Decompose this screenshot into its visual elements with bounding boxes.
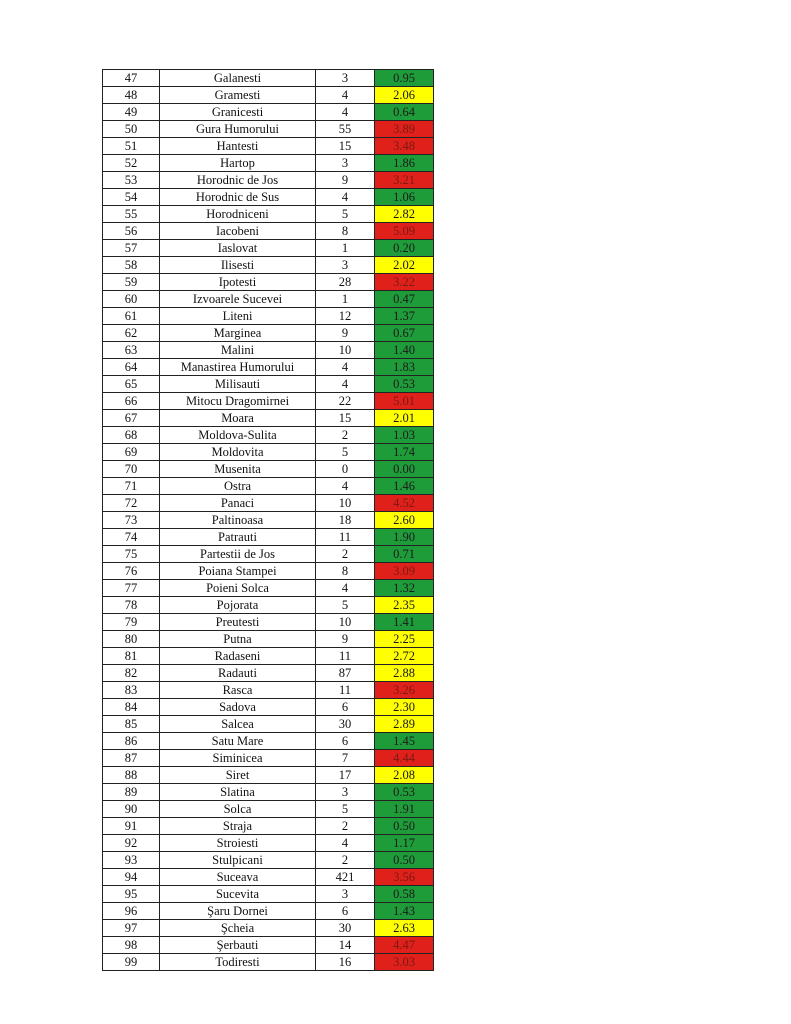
case-count-cell: 4 <box>316 835 375 852</box>
incidence-rate-cell: 1.90 <box>375 529 434 546</box>
row-number-cell: 93 <box>103 852 160 869</box>
case-count-cell: 10 <box>316 342 375 359</box>
locality-name-cell: Horodnic de Sus <box>160 189 316 206</box>
row-number-cell: 65 <box>103 376 160 393</box>
row-number-cell: 61 <box>103 308 160 325</box>
case-count-cell: 3 <box>316 155 375 172</box>
row-number-cell: 94 <box>103 869 160 886</box>
incidence-rate-cell: 0.71 <box>375 546 434 563</box>
case-count-cell: 8 <box>316 223 375 240</box>
row-number-cell: 83 <box>103 682 160 699</box>
case-count-cell: 421 <box>316 869 375 886</box>
row-number-cell: 98 <box>103 937 160 954</box>
locality-name-cell: Todiresti <box>160 954 316 971</box>
incidence-rate-cell: 0.47 <box>375 291 434 308</box>
row-number-cell: 49 <box>103 104 160 121</box>
row-number-cell: 81 <box>103 648 160 665</box>
locality-name-cell: Satu Mare <box>160 733 316 750</box>
case-count-cell: 9 <box>316 172 375 189</box>
incidence-rate-cell: 4.52 <box>375 495 434 512</box>
table-row <box>103 138 434 155</box>
locality-name-cell: Horodniceni <box>160 206 316 223</box>
table-row <box>103 699 434 716</box>
locality-name-cell: Siminicea <box>160 750 316 767</box>
incidence-rate-cell: 2.89 <box>375 716 434 733</box>
row-number-cell: 59 <box>103 274 160 291</box>
locality-name-cell: Ipotesti <box>160 274 316 291</box>
case-count-cell: 3 <box>316 784 375 801</box>
case-count-cell: 5 <box>316 206 375 223</box>
table-row <box>103 444 434 461</box>
row-number-cell: 66 <box>103 393 160 410</box>
locality-name-cell: Iaslovat <box>160 240 316 257</box>
localities-table <box>102 69 434 971</box>
incidence-rate-cell: 3.09 <box>375 563 434 580</box>
row-number-cell: 76 <box>103 563 160 580</box>
row-number-cell: 63 <box>103 342 160 359</box>
case-count-cell: 2 <box>316 427 375 444</box>
incidence-rate-cell: 2.08 <box>375 767 434 784</box>
row-number-cell: 87 <box>103 750 160 767</box>
case-count-cell: 18 <box>316 512 375 529</box>
incidence-rate-cell: 0.00 <box>375 461 434 478</box>
row-number-cell: 92 <box>103 835 160 852</box>
table-row <box>103 308 434 325</box>
case-count-cell: 12 <box>316 308 375 325</box>
locality-name-cell: Stulpicani <box>160 852 316 869</box>
row-number-cell: 77 <box>103 580 160 597</box>
case-count-cell: 10 <box>316 495 375 512</box>
locality-name-cell: Slatina <box>160 784 316 801</box>
locality-name-cell: Gura Humorului <box>160 121 316 138</box>
locality-name-cell: Moldova-Sulita <box>160 427 316 444</box>
table-row <box>103 631 434 648</box>
incidence-rate-cell: 1.46 <box>375 478 434 495</box>
locality-name-cell: Horodnic de Jos <box>160 172 316 189</box>
case-count-cell: 11 <box>316 648 375 665</box>
incidence-rate-cell: 2.06 <box>375 87 434 104</box>
locality-name-cell: Iacobeni <box>160 223 316 240</box>
row-number-cell: 90 <box>103 801 160 818</box>
row-number-cell: 79 <box>103 614 160 631</box>
row-number-cell: 96 <box>103 903 160 920</box>
row-number-cell: 97 <box>103 920 160 937</box>
row-number-cell: 55 <box>103 206 160 223</box>
table-row <box>103 495 434 512</box>
locality-name-cell: Granicesti <box>160 104 316 121</box>
case-count-cell: 3 <box>316 886 375 903</box>
table-row <box>103 563 434 580</box>
table-row <box>103 104 434 121</box>
case-count-cell: 22 <box>316 393 375 410</box>
locality-name-cell: Partestii de Jos <box>160 546 316 563</box>
locality-name-cell: Salcea <box>160 716 316 733</box>
table-row <box>103 580 434 597</box>
incidence-rate-cell: 5.09 <box>375 223 434 240</box>
incidence-rate-cell: 2.30 <box>375 699 434 716</box>
incidence-rate-cell: 2.60 <box>375 512 434 529</box>
locality-name-cell: Galanesti <box>160 70 316 87</box>
case-count-cell: 9 <box>316 325 375 342</box>
table-body <box>103 70 434 971</box>
table-row <box>103 172 434 189</box>
row-number-cell: 86 <box>103 733 160 750</box>
table-row <box>103 393 434 410</box>
row-number-cell: 80 <box>103 631 160 648</box>
incidence-rate-cell: 5.01 <box>375 393 434 410</box>
table-row <box>103 818 434 835</box>
table-row <box>103 784 434 801</box>
row-number-cell: 88 <box>103 767 160 784</box>
incidence-rate-cell: 4.44 <box>375 750 434 767</box>
case-count-cell: 8 <box>316 563 375 580</box>
table-row <box>103 529 434 546</box>
row-number-cell: 69 <box>103 444 160 461</box>
row-number-cell: 84 <box>103 699 160 716</box>
case-count-cell: 1 <box>316 291 375 308</box>
row-number-cell: 52 <box>103 155 160 172</box>
table-row <box>103 121 434 138</box>
locality-name-cell: Radaseni <box>160 648 316 665</box>
row-number-cell: 91 <box>103 818 160 835</box>
table-row <box>103 954 434 971</box>
case-count-cell: 4 <box>316 478 375 495</box>
incidence-rate-cell: 1.86 <box>375 155 434 172</box>
case-count-cell: 4 <box>316 87 375 104</box>
table-row <box>103 597 434 614</box>
case-count-cell: 4 <box>316 580 375 597</box>
incidence-rate-cell: 0.20 <box>375 240 434 257</box>
incidence-rate-cell: 1.45 <box>375 733 434 750</box>
table-row <box>103 869 434 886</box>
table-row <box>103 427 434 444</box>
table-row <box>103 801 434 818</box>
incidence-rate-cell: 2.63 <box>375 920 434 937</box>
locality-name-cell: Radauti <box>160 665 316 682</box>
case-count-cell: 4 <box>316 376 375 393</box>
table-row <box>103 410 434 427</box>
incidence-rate-cell: 3.48 <box>375 138 434 155</box>
incidence-rate-cell: 1.74 <box>375 444 434 461</box>
case-count-cell: 1 <box>316 240 375 257</box>
case-count-cell: 16 <box>316 954 375 971</box>
case-count-cell: 5 <box>316 444 375 461</box>
locality-name-cell: Milisauti <box>160 376 316 393</box>
locality-name-cell: Ilisesti <box>160 257 316 274</box>
table-row <box>103 512 434 529</box>
locality-name-cell: Manastirea Humorului <box>160 359 316 376</box>
case-count-cell: 11 <box>316 682 375 699</box>
incidence-rate-cell: 1.41 <box>375 614 434 631</box>
table-row <box>103 70 434 87</box>
table-row <box>103 937 434 954</box>
locality-name-cell: Marginea <box>160 325 316 342</box>
row-number-cell: 53 <box>103 172 160 189</box>
table-row <box>103 682 434 699</box>
locality-name-cell: Malini <box>160 342 316 359</box>
table-row <box>103 614 434 631</box>
row-number-cell: 48 <box>103 87 160 104</box>
locality-name-cell: Musenita <box>160 461 316 478</box>
locality-name-cell: Sadova <box>160 699 316 716</box>
incidence-rate-cell: 3.89 <box>375 121 434 138</box>
table-row <box>103 716 434 733</box>
locality-name-cell: Mitocu Dragomirnei <box>160 393 316 410</box>
table-row <box>103 648 434 665</box>
incidence-rate-cell: 1.91 <box>375 801 434 818</box>
case-count-cell: 2 <box>316 818 375 835</box>
locality-name-cell: Şerbauti <box>160 937 316 954</box>
incidence-rate-cell: 1.06 <box>375 189 434 206</box>
row-number-cell: 74 <box>103 529 160 546</box>
incidence-rate-cell: 0.50 <box>375 818 434 835</box>
locality-name-cell: Preutesti <box>160 614 316 631</box>
locality-name-cell: Straja <box>160 818 316 835</box>
incidence-rate-cell: 3.21 <box>375 172 434 189</box>
locality-name-cell: Poieni Solca <box>160 580 316 597</box>
case-count-cell: 2 <box>316 546 375 563</box>
incidence-rate-cell: 3.03 <box>375 954 434 971</box>
row-number-cell: 47 <box>103 70 160 87</box>
locality-name-cell: Rasca <box>160 682 316 699</box>
locality-name-cell: Sucevita <box>160 886 316 903</box>
table-row <box>103 359 434 376</box>
table-row <box>103 665 434 682</box>
incidence-rate-cell: 0.53 <box>375 784 434 801</box>
row-number-cell: 51 <box>103 138 160 155</box>
table-row <box>103 223 434 240</box>
table-row <box>103 478 434 495</box>
locality-name-cell: Şaru Dornei <box>160 903 316 920</box>
case-count-cell: 2 <box>316 852 375 869</box>
table-row <box>103 886 434 903</box>
row-number-cell: 60 <box>103 291 160 308</box>
incidence-rate-cell: 2.02 <box>375 257 434 274</box>
case-count-cell: 6 <box>316 699 375 716</box>
case-count-cell: 4 <box>316 104 375 121</box>
locality-name-cell: Izvoarele Sucevei <box>160 291 316 308</box>
locality-name-cell: Şcheia <box>160 920 316 937</box>
case-count-cell: 10 <box>316 614 375 631</box>
table-row <box>103 461 434 478</box>
locality-name-cell: Siret <box>160 767 316 784</box>
incidence-rate-cell: 1.40 <box>375 342 434 359</box>
table-row <box>103 325 434 342</box>
incidence-rate-cell: 0.58 <box>375 886 434 903</box>
row-number-cell: 67 <box>103 410 160 427</box>
locality-name-cell: Solca <box>160 801 316 818</box>
case-count-cell: 11 <box>316 529 375 546</box>
incidence-rate-cell: 4.47 <box>375 937 434 954</box>
incidence-rate-cell: 1.17 <box>375 835 434 852</box>
incidence-rate-cell: 0.53 <box>375 376 434 393</box>
case-count-cell: 6 <box>316 903 375 920</box>
case-count-cell: 14 <box>316 937 375 954</box>
table-row <box>103 903 434 920</box>
incidence-rate-cell: 2.72 <box>375 648 434 665</box>
case-count-cell: 5 <box>316 801 375 818</box>
row-number-cell: 54 <box>103 189 160 206</box>
case-count-cell: 6 <box>316 733 375 750</box>
case-count-cell: 30 <box>316 716 375 733</box>
table-row <box>103 342 434 359</box>
incidence-rate-cell: 0.67 <box>375 325 434 342</box>
row-number-cell: 56 <box>103 223 160 240</box>
case-count-cell: 0 <box>316 461 375 478</box>
locality-name-cell: Poiana Stampei <box>160 563 316 580</box>
case-count-cell: 15 <box>316 410 375 427</box>
incidence-rate-cell: 2.88 <box>375 665 434 682</box>
table-row <box>103 920 434 937</box>
case-count-cell: 30 <box>316 920 375 937</box>
case-count-cell: 5 <box>316 597 375 614</box>
incidence-rate-cell: 2.82 <box>375 206 434 223</box>
case-count-cell: 9 <box>316 631 375 648</box>
incidence-rate-cell: 3.22 <box>375 274 434 291</box>
table-row <box>103 767 434 784</box>
table-row <box>103 240 434 257</box>
row-number-cell: 64 <box>103 359 160 376</box>
locality-name-cell: Paltinoasa <box>160 512 316 529</box>
table-row <box>103 376 434 393</box>
locality-name-cell: Panaci <box>160 495 316 512</box>
case-count-cell: 87 <box>316 665 375 682</box>
row-number-cell: 70 <box>103 461 160 478</box>
case-count-cell: 4 <box>316 189 375 206</box>
locality-name-cell: Pojorata <box>160 597 316 614</box>
locality-name-cell: Patrauti <box>160 529 316 546</box>
row-number-cell: 57 <box>103 240 160 257</box>
row-number-cell: 71 <box>103 478 160 495</box>
row-number-cell: 82 <box>103 665 160 682</box>
table-row <box>103 257 434 274</box>
incidence-rate-cell: 0.64 <box>375 104 434 121</box>
row-number-cell: 50 <box>103 121 160 138</box>
incidence-rate-cell: 0.95 <box>375 70 434 87</box>
incidence-rate-cell: 1.37 <box>375 308 434 325</box>
locality-name-cell: Gramesti <box>160 87 316 104</box>
row-number-cell: 78 <box>103 597 160 614</box>
row-number-cell: 72 <box>103 495 160 512</box>
case-count-cell: 55 <box>316 121 375 138</box>
locality-name-cell: Putna <box>160 631 316 648</box>
incidence-rate-cell: 1.03 <box>375 427 434 444</box>
incidence-rate-cell: 2.35 <box>375 597 434 614</box>
table-row <box>103 291 434 308</box>
locality-name-cell: Hantesti <box>160 138 316 155</box>
locality-name-cell: Suceava <box>160 869 316 886</box>
row-number-cell: 85 <box>103 716 160 733</box>
row-number-cell: 73 <box>103 512 160 529</box>
incidence-rate-cell: 1.83 <box>375 359 434 376</box>
locality-name-cell: Stroiesti <box>160 835 316 852</box>
case-count-cell: 15 <box>316 138 375 155</box>
locality-name-cell: Moara <box>160 410 316 427</box>
row-number-cell: 68 <box>103 427 160 444</box>
case-count-cell: 17 <box>316 767 375 784</box>
incidence-rate-cell: 1.43 <box>375 903 434 920</box>
table-row <box>103 750 434 767</box>
row-number-cell: 62 <box>103 325 160 342</box>
incidence-rate-cell: 2.25 <box>375 631 434 648</box>
incidence-rate-cell: 0.50 <box>375 852 434 869</box>
table-row <box>103 87 434 104</box>
incidence-rate-cell: 3.26 <box>375 682 434 699</box>
case-count-cell: 3 <box>316 257 375 274</box>
table-row <box>103 546 434 563</box>
case-count-cell: 7 <box>316 750 375 767</box>
row-number-cell: 95 <box>103 886 160 903</box>
row-number-cell: 75 <box>103 546 160 563</box>
case-count-cell: 4 <box>316 359 375 376</box>
locality-name-cell: Hartop <box>160 155 316 172</box>
incidence-rate-cell: 2.01 <box>375 410 434 427</box>
incidence-rate-cell: 3.56 <box>375 869 434 886</box>
row-number-cell: 89 <box>103 784 160 801</box>
table-row <box>103 206 434 223</box>
table-row <box>103 835 434 852</box>
locality-name-cell: Moldovita <box>160 444 316 461</box>
row-number-cell: 58 <box>103 257 160 274</box>
table-row <box>103 274 434 291</box>
table-row <box>103 733 434 750</box>
table-row <box>103 189 434 206</box>
row-number-cell: 99 <box>103 954 160 971</box>
case-count-cell: 3 <box>316 70 375 87</box>
locality-name-cell: Liteni <box>160 308 316 325</box>
case-count-cell: 28 <box>316 274 375 291</box>
locality-name-cell: Ostra <box>160 478 316 495</box>
incidence-rate-cell: 1.32 <box>375 580 434 597</box>
table-row <box>103 852 434 869</box>
table-row <box>103 155 434 172</box>
